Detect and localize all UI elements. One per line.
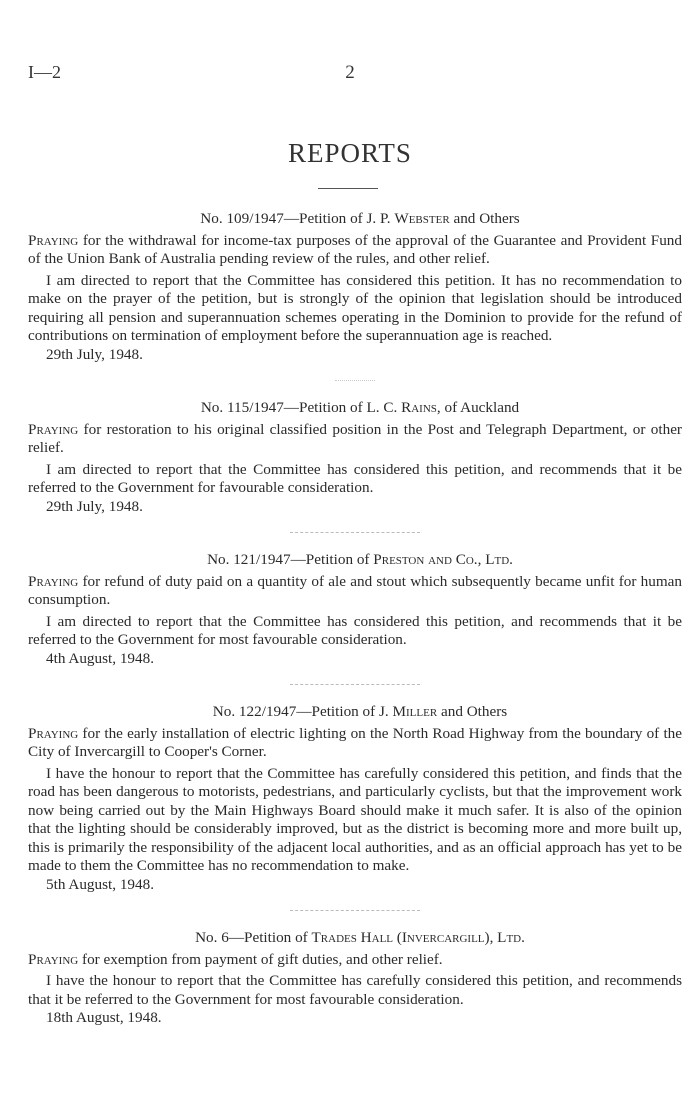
petitioner-name: Webster bbox=[394, 210, 450, 227]
petition-heading: No. 122/1947—Petition of J. Miller and Others bbox=[212, 703, 508, 720]
page-number: 2 bbox=[345, 62, 355, 83]
committee-report: I have the honour to report that the Committee has carefully considered this petition, and finds that the road has been dangerous to motorists, pedestrians, and particularly cyclists, but that the improvement work now being carried out by the Main Highways Board should make it much safer. It is also of the opinion that the lighting should be considerably improved, but as the district is becoming more and more built up, this is primarily the responsibility of the adjacent local authorities, and as an official approach has yet to be made to them the Committee has no recommendation to make. bbox=[28, 764, 682, 874]
report-date: 18th August, 1948. bbox=[46, 1009, 162, 1026]
section-separator bbox=[290, 684, 420, 685]
petition-heading: No. 6—Petition of Trades Hall (Invercargill), Ltd. bbox=[195, 929, 525, 946]
report-date: 29th July, 1948. bbox=[46, 345, 143, 363]
report-date: 4th August, 1948. bbox=[46, 649, 155, 667]
report-date: 5th August, 1948. bbox=[46, 875, 155, 893]
petitioner-name: Preston and Co., Ltd. bbox=[373, 551, 513, 568]
petition-prayer: Praying for refund of duty paid on a quantity of ale and stout which subsequently became unfit for human consumption. bbox=[28, 572, 682, 608]
committee-report: I am directed to report that the Committee has considered this petition, and recommends that it be referred to the Government for favourable consideration. bbox=[28, 460, 682, 496]
document-reference: I—2 bbox=[28, 62, 61, 82]
petition-6 bbox=[28, 929, 682, 1028]
petition-prayer: Praying for the early installation of electric lighting on the North Road Highway from the boundary of the City of Invercargill to Cooper's Corner. bbox=[28, 724, 682, 760]
petition-prayer: Praying for the withdrawal for income-tax purposes of the approval of the Guarantee and Provident Fund of the Union Bank of Australia pending review of the rules, and other relief. bbox=[28, 231, 682, 267]
section-separator bbox=[290, 910, 420, 911]
section-separator bbox=[335, 380, 375, 381]
petition-115-1947 bbox=[28, 399, 682, 516]
petitioner-name: Rains bbox=[401, 399, 437, 416]
title-rule bbox=[318, 188, 378, 189]
reports-content bbox=[28, 210, 682, 1028]
committee-report: I am directed to report that the Committee has considered this petition, and recommends that it be referred to the Government for most favourable consideration. bbox=[28, 612, 682, 648]
committee-report: I have the honour to report that the Committee has carefully considered this petition, and recommends that it be referred to the Government for most favourable consideration. bbox=[28, 972, 682, 1008]
petition-heading: No. 121/1947—Petition of Preston and Co., Ltd. bbox=[207, 551, 513, 568]
petition-prayer: Praying for exemption from payment of gift duties, and other relief. bbox=[28, 950, 443, 968]
section-separator bbox=[290, 532, 420, 533]
page-title: REPORTS bbox=[288, 138, 412, 168]
committee-report: I am directed to report that the Committee has considered this petition. It has no recommendation to make on the prayer of the petition, but is strongly of the opinion that legislation should be introduced requiring all pension and superannuation schemes operating in the Dominion to provide for the refund of contributions on termination of employment before the superannuation age is reached. bbox=[28, 271, 682, 344]
report-date: 29th July, 1948. bbox=[46, 497, 143, 515]
petition-heading: No. 109/1947—Petition of J. P. Webster and Others bbox=[200, 210, 520, 227]
petition-121-1947 bbox=[28, 551, 682, 668]
petitioner-name: Miller bbox=[392, 703, 438, 720]
petition-122-1947 bbox=[28, 703, 682, 894]
petition-heading: No. 115/1947—Petition of L. C. Rains, of Auckland bbox=[200, 399, 520, 416]
petitioner-name: Trades Hall (Invercargill), Ltd. bbox=[311, 929, 525, 946]
petition-109-1947 bbox=[28, 210, 682, 364]
petition-prayer: Praying for restoration to his original classified position in the Post and Telegraph Department, or other relief. bbox=[28, 420, 682, 456]
